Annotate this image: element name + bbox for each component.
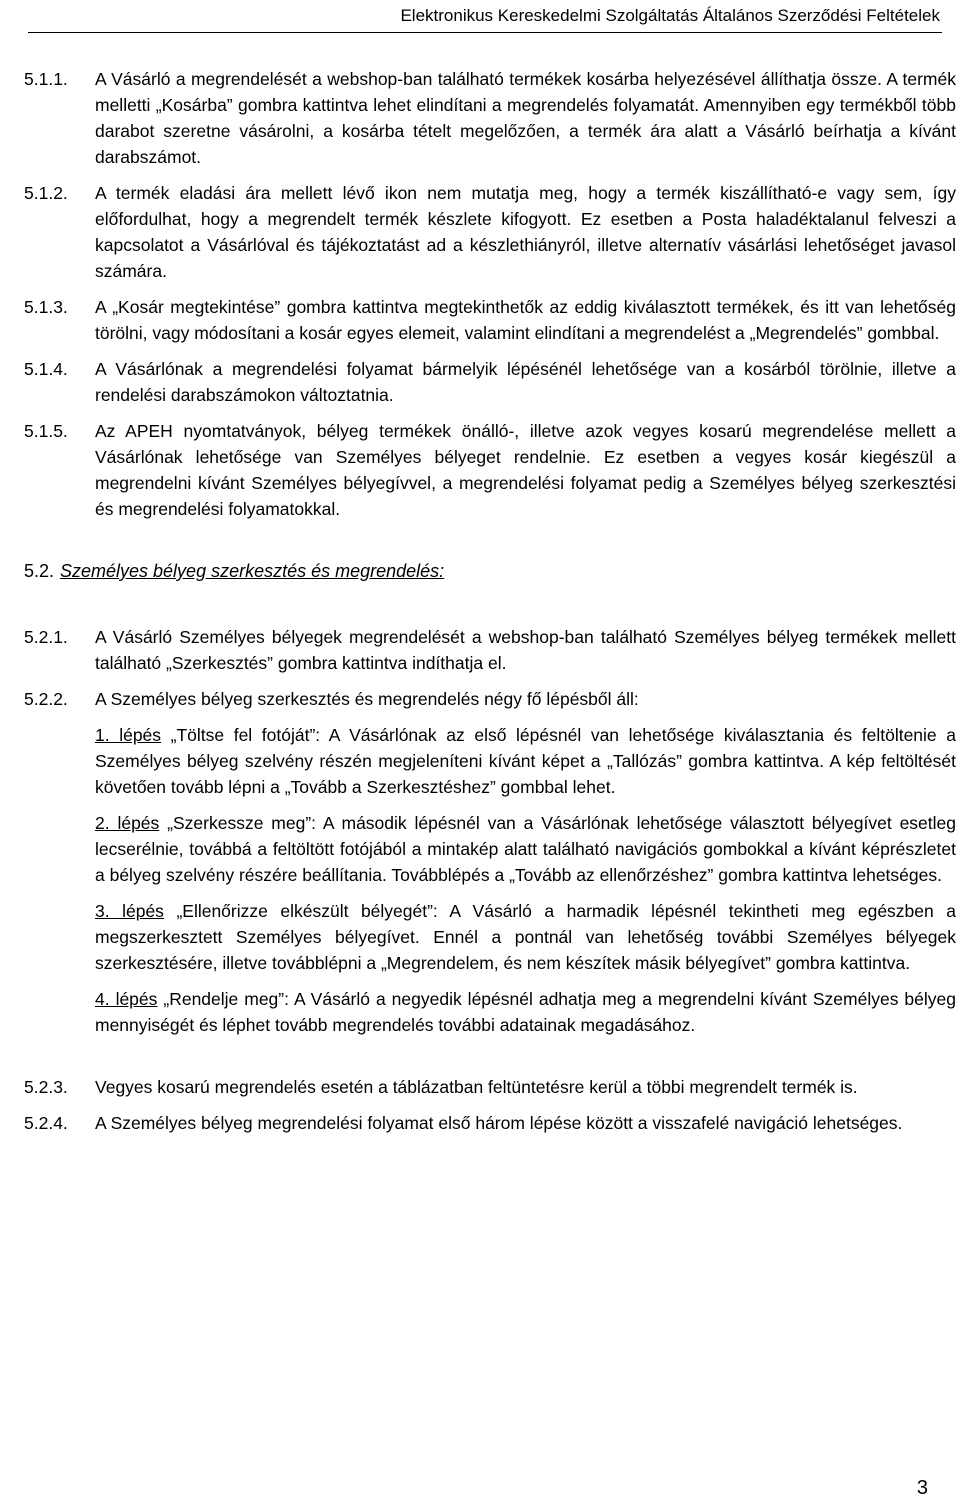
paragraph-5-1-5 <box>24 418 960 522</box>
step-text: „Rendelje meg”: A Vásárló a negyedik lépésnél adhatja meg a megrendelni kívánt Személyes bélyeg mennyiségét és léphet tovább megrendelés további adatainak megadásához. <box>95 989 956 1035</box>
paragraph-text: A Vásárló Személyes bélyegek megrendelését a webshop-ban található Személyes bélyeg termékek mellett található „Szerkesztés” gombra kattintva indíthatja el. <box>95 627 956 673</box>
paragraph-number: 5.2.1. <box>24 627 68 647</box>
step-label: 2. lépés <box>95 813 160 833</box>
step-3 <box>95 898 956 976</box>
paragraph-number: 5.2.4. <box>24 1113 68 1133</box>
paragraph-text: Vegyes kosarú megrendelés esetén a táblázatban feltüntetésre kerül a többi megrendelt termék is. <box>95 1077 858 1097</box>
step-4 <box>95 986 956 1038</box>
step-1 <box>95 722 956 800</box>
step-text: „Töltse fel fotóját”: A Vásárlónak az első lépésnél van lehetősége kiválasztania és feltöltenie a Személyes bélyeg szelvény részén megjeleníteni kívánt képet a „Tallózás” gombra kattintva. A kép feltöltését követően tovább lépni a „Tovább a Szerkesztéshez” gombbal lehet. <box>95 725 956 797</box>
section-heading-5-2 <box>24 558 960 584</box>
paragraph-text: A Személyes bélyeg szerkesztés és megrendelés négy fő lépésből áll: <box>95 689 639 709</box>
page-header: Elektronikus Kereskedelmi Szolgáltatás Általános Szerződési Feltételek <box>400 6 940 25</box>
document-body <box>24 66 960 1136</box>
paragraph-text: A Vásárlónak a megrendelési folyamat bármelyik lépésénél lehetősége van a kosárból törölnie, illetve a rendelési darabszámokon változtatnia. <box>95 359 956 405</box>
step-label: 3. lépés <box>95 901 164 921</box>
step-text: „Szerkessze meg”: A második lépésnél van a Vásárlónak lehetősége választott bélyegívet esetleg lecserélnie, továbbá a feltöltött fotójából a mintakép alatt található navigációs gombokkal a kívánt képrészletet a bélyeg szelvény részére beállítania. Továbblépés a „Tovább az ellenőrzéshez” gombra kattintva lehetséges. <box>95 813 956 885</box>
section-number: 5.2. <box>24 561 55 581</box>
page-number: 3 <box>916 1477 928 1499</box>
step-label: 1. lépés <box>95 725 162 745</box>
step-text: „Ellenőrizze elkészült bélyegét”: A Vásárló a harmadik lépésnél tekintheti meg egészben a megszerkesztett Személyes bélyegívet. Ennél a pontnál van lehetőség további Személyes bélyegek szerkesztésére, illetve továbblépni a „Megrendelem, és nem készítek másik bélyegívet” gombra kattintva. <box>95 901 956 973</box>
paragraph-5-1-2 <box>24 180 960 284</box>
paragraph-5-1-3 <box>24 294 960 346</box>
paragraph-text: A „Kosár megtekintése” gombra kattintva megtekinthetők az eddig kiválasztott termékek, és itt van lehetőség törölni, vagy módosítani a kosár egyes elemeit, valamint elindítani a megrendelést a „Megrendelés” gombbal. <box>95 297 956 343</box>
step-label: 4. lépés <box>95 989 158 1009</box>
paragraph-number: 5.2.2. <box>24 689 68 709</box>
paragraph-5-2-1 <box>24 624 960 676</box>
paragraph-number: 5.1.1. <box>24 69 68 89</box>
paragraph-5-1-1 <box>24 66 960 170</box>
paragraph-text: A termék eladási ára mellett lévő ikon nem mutatja meg, hogy a termék kiszállítható-e vagy sem, így előfordulhat, hogy a megrendelt termék készlete kifogyott. Ez esetben a Posta haladéktalanul felveszi a kapcsolatot a Vásárlóval és tájékoztatást ad a készlethiányról, illetve alternatív vásárlási lehetőséget javasol számára. <box>95 183 956 281</box>
paragraph-text: A Vásárló a megrendelését a webshop-ban található termékek kosárba helyezésével állíthatja össze. A termék melletti „Kosárba” gombra kattintva lehet elindítani a megrendelés folyamatát. Amennyiben egy termékből több darabot szeretne vásárolni, a kosárba tételt megelőzően, a termék ára alatt a Vásárló beírhatja a kívánt darabszámot. <box>95 69 956 167</box>
paragraph-5-2-3 <box>24 1074 960 1100</box>
paragraph-5-1-4 <box>24 356 960 408</box>
section-title: Személyes bélyeg szerkesztés és megrendelés: <box>60 561 445 581</box>
paragraph-number: 5.2.3. <box>24 1077 68 1097</box>
paragraph-number: 5.1.3. <box>24 297 68 317</box>
paragraph-5-2-4 <box>24 1110 960 1136</box>
paragraph-number: 5.1.4. <box>24 359 68 379</box>
paragraph-number: 5.1.5. <box>24 421 68 441</box>
paragraph-text: Az APEH nyomtatványok, bélyeg termékek önálló-, illetve azok vegyes kosarú megrendelése mellett a Vásárlónak lehetősége van Személyes bélyeget rendelnie. Ez esetben a vegyes kosár kiegészül a megrendelni kívánt Személyes bélyegívvel, a megrendelési folyamat pedig a Személyes bélyeg szerkesztési és megrendelési folyamatokkal. <box>95 421 956 519</box>
header-divider <box>28 32 942 33</box>
paragraph-text: A Személyes bélyeg megrendelési folyamat első három lépése között a visszafelé navigáció lehetséges. <box>95 1113 903 1133</box>
step-2 <box>95 810 956 888</box>
paragraph-5-2-2 <box>24 686 960 712</box>
paragraph-number: 5.1.2. <box>24 183 68 203</box>
